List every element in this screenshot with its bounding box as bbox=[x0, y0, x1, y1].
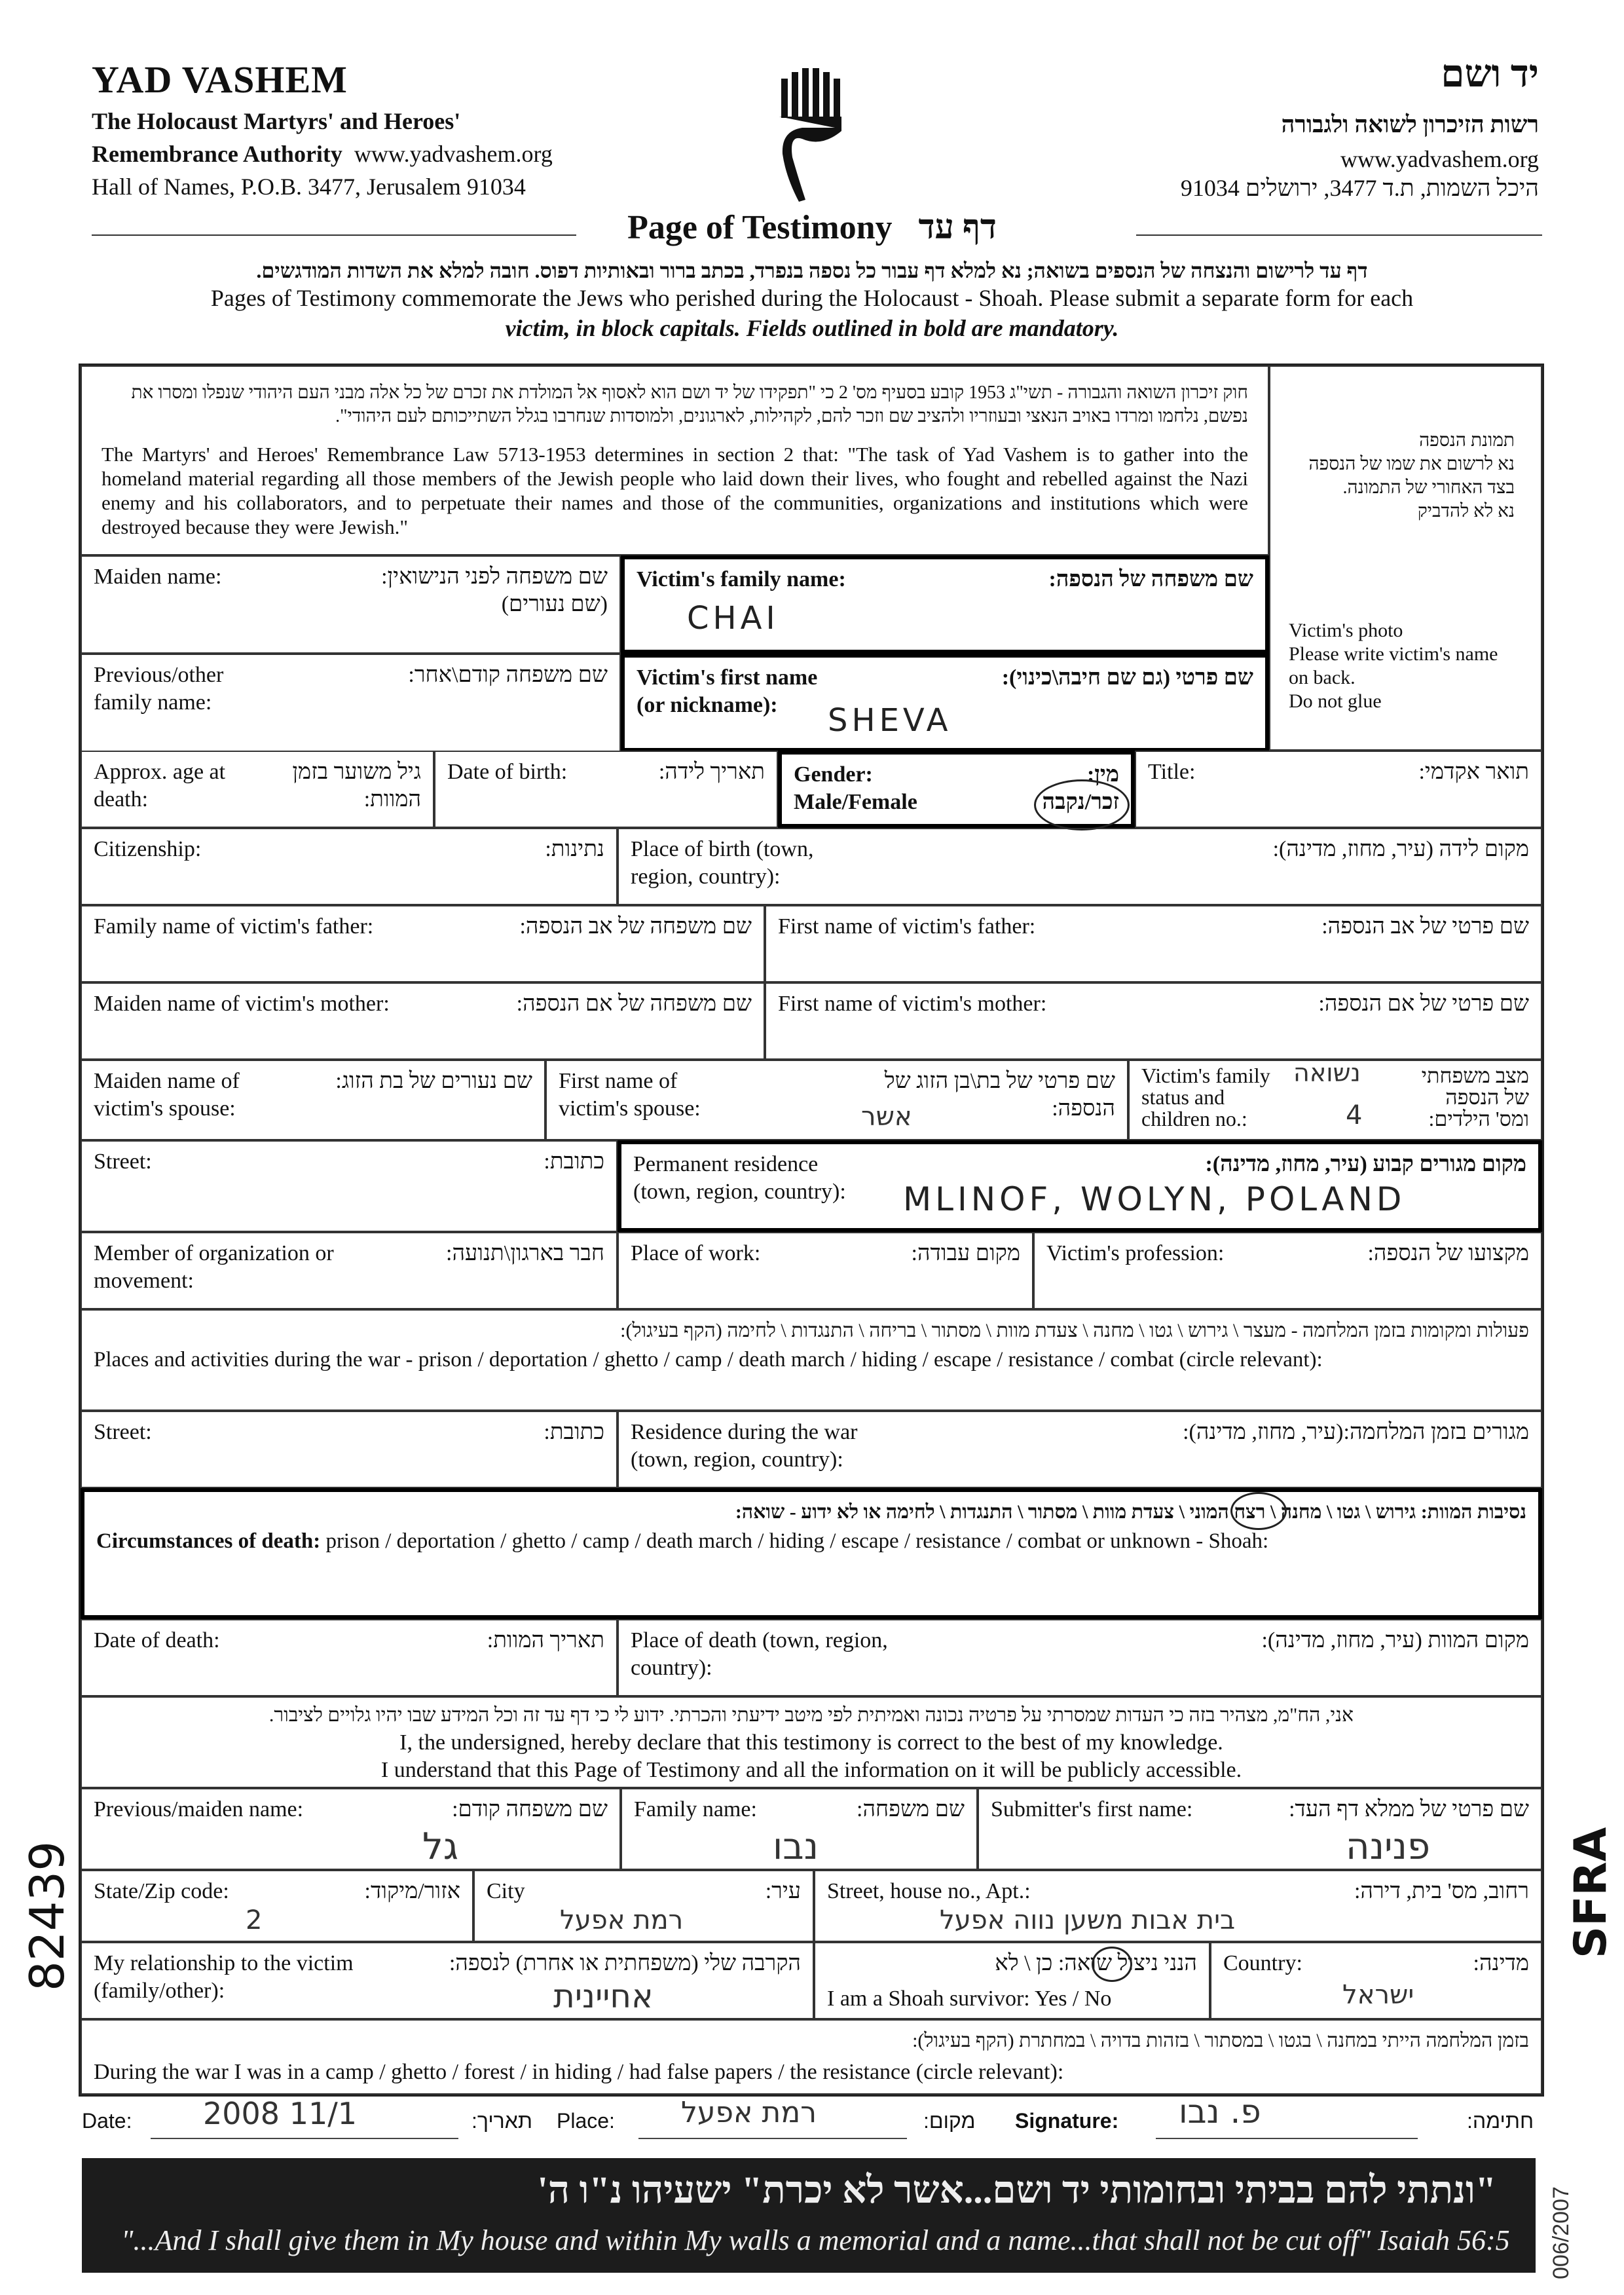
signature-label-he: חתימה: bbox=[1467, 2109, 1534, 2133]
family-name-label: Victim's family name: bbox=[637, 567, 846, 591]
submitter-first-name-label: Submitter's first name: bbox=[991, 1797, 1193, 1821]
father-family-label: Family name of victim's father: bbox=[94, 914, 374, 939]
website-en: www.yadvashem.org bbox=[354, 141, 553, 167]
title-en: Page of Testimony bbox=[627, 209, 893, 246]
mother-first-label-he: שם פרטי של אם הנספה: bbox=[1318, 992, 1529, 1016]
gender-label: Gender: Male/Female bbox=[794, 762, 917, 814]
submitter-city-label: City bbox=[487, 1879, 525, 1903]
relationship-label: My relationship to the victim (family/other): bbox=[94, 1951, 354, 2003]
residence-value: MLINOF, WOLYN, POLAND bbox=[903, 1180, 1406, 1218]
death-place-label-he: מקום המוות (עיר, מחוז, מדינה): bbox=[1261, 1628, 1529, 1652]
intro-he: דף עד לרישום והנצחה של הנספים בשואה; נא למלא דף עבור כל נספה בנפרד, בכתב ברור ובאותיות דפוס. חובה למלא את השדות המודגשים. bbox=[256, 259, 1368, 282]
submitter-prev-name-value: גל bbox=[422, 1825, 458, 1868]
signature-value[interactable]: פ. נבו bbox=[1179, 2093, 1261, 2131]
mother-maiden-label-he: שם משפחה של אם הנספה: bbox=[516, 992, 752, 1016]
org-name-en: YAD VASHEM bbox=[92, 58, 348, 101]
death-place-label: Place of death (town, region, country): bbox=[631, 1628, 888, 1680]
relationship-label-he: הקרבה שלי (משפחתית או אחרת) לנספה: bbox=[449, 1951, 801, 1975]
form-code: 006/2007 bbox=[1549, 2186, 1574, 2279]
permanent-residence-field[interactable] bbox=[618, 1140, 1542, 1232]
intro-en bbox=[98, 283, 1526, 343]
spouse-first-label-he: שם פרטי של בת\בן הזוג של הנספה: bbox=[884, 1069, 1115, 1121]
relationship-field[interactable] bbox=[81, 1942, 814, 2019]
profession-label-he: מקצועו של הנספה: bbox=[1367, 1241, 1529, 1265]
during-war-label: During the war I was in a camp / ghetto / forest / in hiding / had false papers / the resistance (circle relevant): bbox=[94, 2060, 1064, 2084]
family-status-label-he: מצב משפחתי של הנספה ומס' הילדים: bbox=[1421, 1064, 1529, 1130]
maiden-name-label-he: שם משפחה לפני הנישואין: (שם נעורים) bbox=[381, 565, 608, 616]
age-label-he: גיל משוער בזמן המוות: bbox=[292, 760, 421, 812]
intro-en-1: Pages of Testimony commemorate the Jews who perished during the Holocaust - Shoah. Please submit a separate form for each bbox=[210, 285, 1414, 311]
submitter-first-name-label-he: שם פרטי של ממלא דף העד: bbox=[1289, 1797, 1529, 1821]
survivor-yes-circle bbox=[1092, 1947, 1132, 1982]
age-field[interactable] bbox=[81, 751, 434, 828]
country-label-he: מדינה: bbox=[1473, 1951, 1529, 1975]
isaiah-banner bbox=[82, 2158, 1536, 2273]
address-he: היכל השמות, ת.ד 3477, ירושלים 91034 bbox=[1180, 175, 1539, 201]
org-name-he: יד ושם bbox=[1441, 52, 1539, 95]
banner-he: "ונתתי להם בביתי ובחומותי יד ושם...אשר לא יכרת" ישעיהו נ"ו ה' bbox=[537, 2169, 1496, 2211]
birth-place-field[interactable] bbox=[618, 828, 1542, 905]
dob-label-he: תאריך לידה: bbox=[658, 760, 765, 784]
work-place-field[interactable] bbox=[618, 1232, 1033, 1309]
work-place-label-he: מקום עבודה: bbox=[911, 1241, 1020, 1265]
submitter-street-value: בית אבות משען נווה אפעל bbox=[940, 1905, 1236, 1935]
intro-en-2: victim, in block capitals. Fields outlined in bold are mandatory. bbox=[505, 315, 1119, 341]
submitter-zip-label: State/Zip code: bbox=[94, 1879, 229, 1903]
during-war-label-he: בזמן המלחמה הייתי במחנה \ בגטו \ במסתור \ בזהות בדויה \ במחתרת (הקף בעיגול): bbox=[912, 2030, 1529, 2051]
date-label: Date: bbox=[82, 2109, 132, 2133]
photo-box[interactable] bbox=[1269, 365, 1542, 751]
title-label: Title: bbox=[1148, 760, 1196, 784]
gender-field[interactable] bbox=[778, 751, 1135, 828]
family-name-label-he: שם משפחה של הנספה: bbox=[1048, 567, 1253, 591]
place-value[interactable]: רמת אפעל bbox=[681, 2096, 817, 2129]
age-label: Approx. age at death: bbox=[94, 760, 226, 812]
victim-family-name-field[interactable] bbox=[621, 555, 1269, 654]
children-count-value: 4 bbox=[1346, 1100, 1363, 1130]
family-status-label: Victim's family status and children no.: bbox=[1141, 1064, 1270, 1130]
spouse-first-label: First name of victim's spouse: bbox=[559, 1069, 701, 1121]
mother-maiden-field[interactable] bbox=[81, 982, 765, 1060]
testimony-form bbox=[79, 364, 1544, 2097]
country-label: Country: bbox=[1223, 1951, 1302, 1975]
profession-label: Victim's profession: bbox=[1046, 1241, 1225, 1265]
photo-en: Victim's photo Please write victim's name on back. Do not glue bbox=[1289, 620, 1498, 712]
mother-first-label: First name of victim's mother: bbox=[778, 992, 1047, 1016]
right-margin-code: SFRA bbox=[1565, 1827, 1617, 1958]
dob-label: Date of birth: bbox=[447, 760, 568, 784]
country-value: ישראל bbox=[1342, 1980, 1414, 2010]
activities-label-he: פעולות ומקומות בזמן המלחמה - מעצר \ גירוש \ גטו \ מחנה \ צעדת מוות \ מסתור \ בריחה \ התנגדות \ לחימה (הקף בעיגול): bbox=[620, 1320, 1529, 1341]
death-circ-options: prison / deportation / ghetto / camp / death march / hiding / escape / resistance / combat or unknown - Shoah: bbox=[320, 1529, 1269, 1553]
residence-label-he: מקום מגורים קבוע (עיר, מחוז, מדינה): bbox=[1205, 1152, 1526, 1176]
survivor-label: I am a Shoah survivor: Yes / No bbox=[827, 1987, 1112, 2011]
war-residence-field[interactable] bbox=[618, 1411, 1542, 1488]
left-margin-number: 82439 bbox=[20, 1840, 75, 1991]
submitter-zip-label-he: אזור/מיקוד: bbox=[364, 1879, 460, 1903]
death-date-field[interactable] bbox=[81, 1619, 618, 1696]
place-line bbox=[638, 2136, 907, 2139]
law-box bbox=[81, 365, 1269, 555]
survivor-field[interactable] bbox=[814, 1942, 1210, 2019]
family-status-field[interactable] bbox=[1128, 1060, 1542, 1140]
during-war-field[interactable] bbox=[81, 2019, 1542, 2095]
submitter-prev-name-field[interactable] bbox=[81, 1788, 621, 1870]
submitter-city-value: רמת אפעל bbox=[560, 1905, 684, 1935]
submitter-street-field[interactable] bbox=[814, 1870, 1542, 1942]
street-field[interactable] bbox=[81, 1140, 618, 1232]
maiden-name-field[interactable] bbox=[81, 555, 621, 654]
date-value[interactable]: 2008 11/1 bbox=[203, 2096, 357, 2131]
submitter-city-label-he: עיר: bbox=[765, 1879, 801, 1903]
spouse-maiden-label: Maiden name of victim's spouse: bbox=[94, 1069, 240, 1121]
date-label-he: תאריך: bbox=[471, 2109, 532, 2133]
death-circumstances-field[interactable] bbox=[81, 1488, 1542, 1619]
submitter-first-name-field[interactable] bbox=[978, 1788, 1542, 1870]
death-circ-label-bold: Circumstances of death: bbox=[96, 1529, 321, 1553]
spouse-maiden-label-he: שם נעורים של בת הזוג: bbox=[335, 1069, 532, 1093]
war-residence-label-he: מגורים בזמן המלחמה:(עיר, מחוז, מדינה): bbox=[1183, 1420, 1529, 1444]
country-field[interactable] bbox=[1210, 1942, 1542, 2019]
page-title bbox=[0, 208, 1624, 247]
dob-field[interactable] bbox=[434, 751, 778, 828]
website-he: www.yadvashem.org bbox=[1340, 146, 1539, 172]
submitter-first-name-value: פנינה bbox=[1346, 1825, 1430, 1868]
mother-maiden-label: Maiden name of victim's mother: bbox=[94, 992, 390, 1016]
authority-en-2-line bbox=[92, 138, 553, 170]
death-circ-label-he: נסיבות המוות: גירוש \ גטו \ מחנה \ רצח המוני \ צעדת מוות \ מסתור \ התנגדות \ לחימה או לא ידוע - שואה: bbox=[735, 1501, 1526, 1523]
organization-label: Member of organization or movement: bbox=[94, 1241, 334, 1293]
birth-place-label-he: מקום לידה (עיר, מחוז, מדינה): bbox=[1272, 837, 1529, 861]
war-street-label: Street: bbox=[94, 1420, 152, 1444]
submitter-prev-name-label-he: שם משפחה קודם: bbox=[452, 1797, 608, 1821]
citizenship-field[interactable] bbox=[81, 828, 618, 905]
survivor-label-he: הנני ניצול שואה: כן \ לא bbox=[995, 1951, 1197, 1975]
title-label-he: תואר אקדמי: bbox=[1418, 760, 1529, 784]
submitter-city-field[interactable] bbox=[473, 1870, 814, 1942]
spouse-maiden-field[interactable] bbox=[81, 1060, 545, 1140]
first-name-value: SHEVA bbox=[828, 702, 952, 739]
ghetto-circle bbox=[1230, 1492, 1287, 1530]
declaration-he: אני, הח"מ, מצהיר בזה כי העדות שמסרתי על פרטיה נכונה ואמיתית לפי מיטב ידיעתי והכרתי. ידוע לי כי דף עד זה וכל המידע שבו יהיו גלויים לציבור. bbox=[268, 1704, 1354, 1726]
death-date-label-he: תאריך המוות: bbox=[487, 1628, 604, 1652]
death-date-label: Date of death: bbox=[94, 1628, 220, 1652]
submitter-zip-field[interactable] bbox=[81, 1870, 473, 1942]
title-field[interactable] bbox=[1135, 751, 1542, 828]
citizenship-label-he: נתינות: bbox=[545, 837, 604, 861]
family-status-value: נשואה bbox=[1293, 1058, 1361, 1087]
authority-he: רשות הזיכרון לשואה ולגבורה bbox=[1281, 111, 1539, 138]
street-label: Street: bbox=[94, 1149, 152, 1174]
authority-en-2: Remembrance Authority bbox=[92, 141, 342, 167]
first-name-label-he: שם פרטי (גם שם חיבה\כינוי): bbox=[1001, 665, 1253, 690]
father-first-label-he: שם פרטי של אב הנספה: bbox=[1321, 914, 1529, 939]
father-first-field[interactable] bbox=[765, 905, 1542, 982]
authority-en-1: The Holocaust Martyrs' and Heroes' bbox=[92, 108, 461, 134]
photo-he: תמונת הנספה נא לרשום את שמו של הנספה בצד האחורי של התמונה. נא לא להדביק bbox=[1308, 430, 1515, 521]
father-family-label-he: שם משפחה של אב הנספה: bbox=[519, 914, 752, 939]
place-label: Place: bbox=[557, 2109, 615, 2133]
banner-en: "...And I shall give them in My house and within My walls a memorial and a name...that shall not be cut off" Isaiah 56:5 bbox=[121, 2224, 1510, 2256]
date-line bbox=[151, 2136, 458, 2139]
victim-first-name-field[interactable] bbox=[621, 654, 1269, 752]
signature-label: Signature: bbox=[1015, 2109, 1119, 2133]
law-en: The Martyrs' and Heroes' Remembrance Law 5713-1953 determines in section 2 that: "The task of Yad Vashem is to gather into the homeland material regarding all those members of the Jewish people who laid down their lives, who fought and rebelled against the Nazi enemy and his collaborators, and to perpetuate their names and those of the communities, organizations and institutions which were destroyed because they were Jewish." bbox=[101, 443, 1248, 538]
birth-place-label: Place of birth (town, region, country): bbox=[631, 837, 814, 889]
previous-name-label-he: שם משפחה קודם\אחר: bbox=[408, 663, 608, 687]
war-street-field[interactable] bbox=[81, 1411, 618, 1488]
citizenship-label: Citizenship: bbox=[94, 837, 202, 861]
submitter-family-name-label: Family name: bbox=[634, 1797, 757, 1821]
gender-label-he: מין: זכר/נקבה bbox=[1042, 762, 1119, 814]
activities-label: Places and activities during the war - prison / deportation / ghetto / camp / death march / hiding / escape / resistance / combat (circle relevant): bbox=[94, 1348, 1323, 1371]
family-name-value: CHAI bbox=[687, 600, 779, 637]
submitter-street-label: Street, house no., Apt.: bbox=[827, 1879, 1031, 1903]
place-label-he: מקום: bbox=[923, 2109, 976, 2133]
declaration-en-2: I understand that this Page of Testimony and all the information on it will be publicly accessible. bbox=[380, 1758, 1242, 1782]
street-label-he: כתובת: bbox=[544, 1149, 604, 1174]
signature-line bbox=[1156, 2136, 1418, 2139]
profession-field[interactable] bbox=[1033, 1232, 1542, 1309]
yad-vashem-logo bbox=[776, 65, 848, 203]
relationship-value: אחיינית bbox=[553, 1977, 654, 2015]
death-place-field[interactable] bbox=[618, 1619, 1542, 1696]
work-place-label: Place of work: bbox=[631, 1241, 761, 1265]
war-street-label-he: כתובת: bbox=[544, 1420, 604, 1444]
organization-label-he: חבר בארגון\תנועה: bbox=[446, 1241, 604, 1265]
previous-name-label: Previous/other family name: bbox=[94, 663, 224, 715]
gender-female-circle bbox=[1034, 779, 1130, 830]
war-residence-label: Residence during the war (town, region, country): bbox=[631, 1420, 858, 1472]
submitter-street-label-he: רחוב, מס' בית, דירה: bbox=[1354, 1879, 1529, 1903]
organization-field[interactable] bbox=[81, 1232, 618, 1309]
submitter-zip-value: 2 bbox=[246, 1905, 263, 1935]
first-name-label: Victim's first name (or nickname): bbox=[637, 665, 818, 717]
previous-name-field[interactable] bbox=[81, 654, 621, 752]
maiden-name-label: Maiden name: bbox=[94, 565, 222, 589]
submitter-family-name-label-he: שם משפחה: bbox=[857, 1797, 965, 1821]
address-en: Hall of Names, P.O.B. 3477, Jerusalem 91034 bbox=[92, 174, 526, 200]
spouse-first-field[interactable] bbox=[545, 1060, 1128, 1140]
title-he: דף עד bbox=[918, 209, 997, 246]
father-first-label: First name of victim's father: bbox=[778, 914, 1036, 939]
law-he: חוק זיכרון השואה והגבורה - תשי"ג 1953 קובע בסעיף מס' 2 כי "תפקידו של יד ושם הוא לאסוף אל המולדת את זכרם של כל אלה מבני העם היהודי שנפלו ומסרו את נפשם, נלחמו ומרדו באויב הנאצי ובעוזריו ולהציב שם וזכר להם, לקהילות, לארגונים, ולמוסדות שנחרבו בגלל השתייכותם לעם היהודי". bbox=[131, 382, 1248, 426]
activities-field[interactable] bbox=[81, 1309, 1542, 1411]
residence-label: Permanent residence (town, region, country): bbox=[633, 1152, 846, 1204]
declaration-box bbox=[81, 1696, 1542, 1788]
submitter-family-name-value: נבו bbox=[773, 1825, 819, 1868]
spouse-first-value: אשר bbox=[861, 1102, 912, 1132]
declaration-en-1: I, the undersigned, hereby declare that this testimony is correct to the best of my knowledge. bbox=[399, 1730, 1223, 1755]
mother-first-field[interactable] bbox=[765, 982, 1542, 1060]
death-circ-label bbox=[96, 1527, 1268, 1555]
father-family-field[interactable] bbox=[81, 905, 765, 982]
submitter-family-name-field[interactable] bbox=[621, 1788, 978, 1870]
submitter-prev-name-label: Previous/maiden name: bbox=[94, 1797, 304, 1821]
